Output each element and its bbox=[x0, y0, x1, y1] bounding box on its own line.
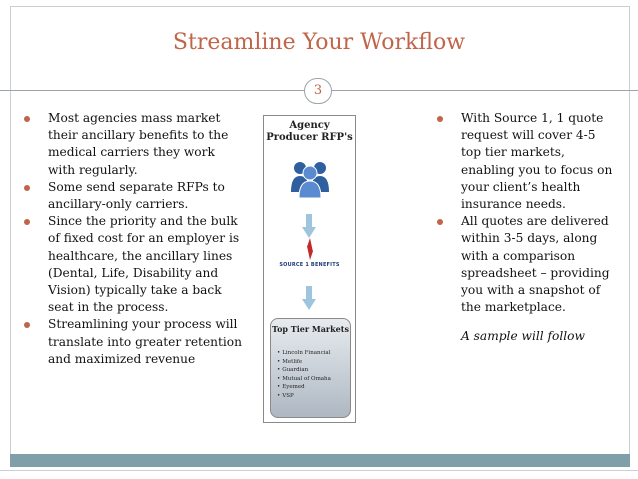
left-bullet-item bbox=[24, 213, 244, 316]
bullet-dot-icon bbox=[24, 219, 30, 225]
top-tier-markets-box bbox=[270, 318, 351, 418]
left-column bbox=[24, 110, 244, 368]
people-group-icon bbox=[289, 158, 331, 198]
sample-note: A sample will follow bbox=[461, 329, 585, 344]
right-column bbox=[437, 110, 617, 346]
market-item: • Mutual of Omaha bbox=[277, 375, 349, 384]
top-tier-title: Top Tier Markets bbox=[272, 324, 349, 334]
logo-text: SOURCE 1 BENEFITS bbox=[279, 262, 340, 268]
right-bullet-item bbox=[437, 213, 617, 316]
page-number-badge: 3 bbox=[304, 78, 332, 104]
market-item: • Metlife bbox=[277, 358, 349, 367]
bullet-text: Since the priority and the bulk of fixed cost for an employer is healthcare, the ancillary lines (Dental, Life, Disability and Vision) typically take a back seat in the process. bbox=[48, 214, 240, 315]
bullet-dot-icon bbox=[437, 116, 443, 122]
right-bullet-list bbox=[437, 110, 617, 316]
left-bullet-item bbox=[24, 179, 244, 213]
bullet-dot-icon bbox=[24, 116, 30, 122]
left-bullet-item bbox=[24, 316, 244, 368]
bullet-text: Streamlining your process will translate into greater retention and maximized revenue bbox=[48, 317, 242, 366]
bullet-text: Some send separate RFPs to ancillary-only carriers. bbox=[48, 179, 225, 212]
market-item: • VSP bbox=[277, 392, 349, 401]
market-item: • Lincoln Financial bbox=[277, 349, 349, 358]
bullet-dot-icon bbox=[437, 219, 443, 225]
left-bullet-item bbox=[24, 110, 244, 179]
slide-title: Streamline Your Workflow bbox=[172, 30, 466, 55]
arrow-down-icon bbox=[302, 286, 316, 310]
bullet-text: Most agencies mass market their ancillary benefits to the medical carriers they work with regularly. bbox=[48, 111, 229, 177]
left-bullet-list bbox=[24, 110, 244, 368]
arrow-down-icon bbox=[302, 214, 316, 238]
footer-line bbox=[0, 470, 638, 471]
market-item: • Guardian bbox=[277, 366, 349, 375]
bullet-text: With Source 1, 1 quote request will cover 4-5 top tier markets, enabling you to focus on your client’s health insurance needs. bbox=[461, 111, 613, 212]
bullet-dot-icon bbox=[24, 185, 30, 191]
workflow-diagram bbox=[263, 115, 356, 423]
market-list bbox=[277, 349, 349, 400]
bullet-text: All quotes are delivered within 3-5 days, along with a comparison spreadsheet – providing you with a snapshot of the marketplace. bbox=[461, 214, 610, 315]
logo-swoosh-icon bbox=[303, 238, 317, 260]
market-item: • Eyemed bbox=[277, 383, 349, 392]
footer-band bbox=[10, 454, 630, 467]
source1-benefits-logo bbox=[276, 254, 343, 272]
bullet-dot-icon bbox=[24, 322, 30, 328]
diagram-title: Agency Producer RFP's bbox=[266, 120, 353, 143]
right-bullet-item bbox=[437, 110, 617, 213]
